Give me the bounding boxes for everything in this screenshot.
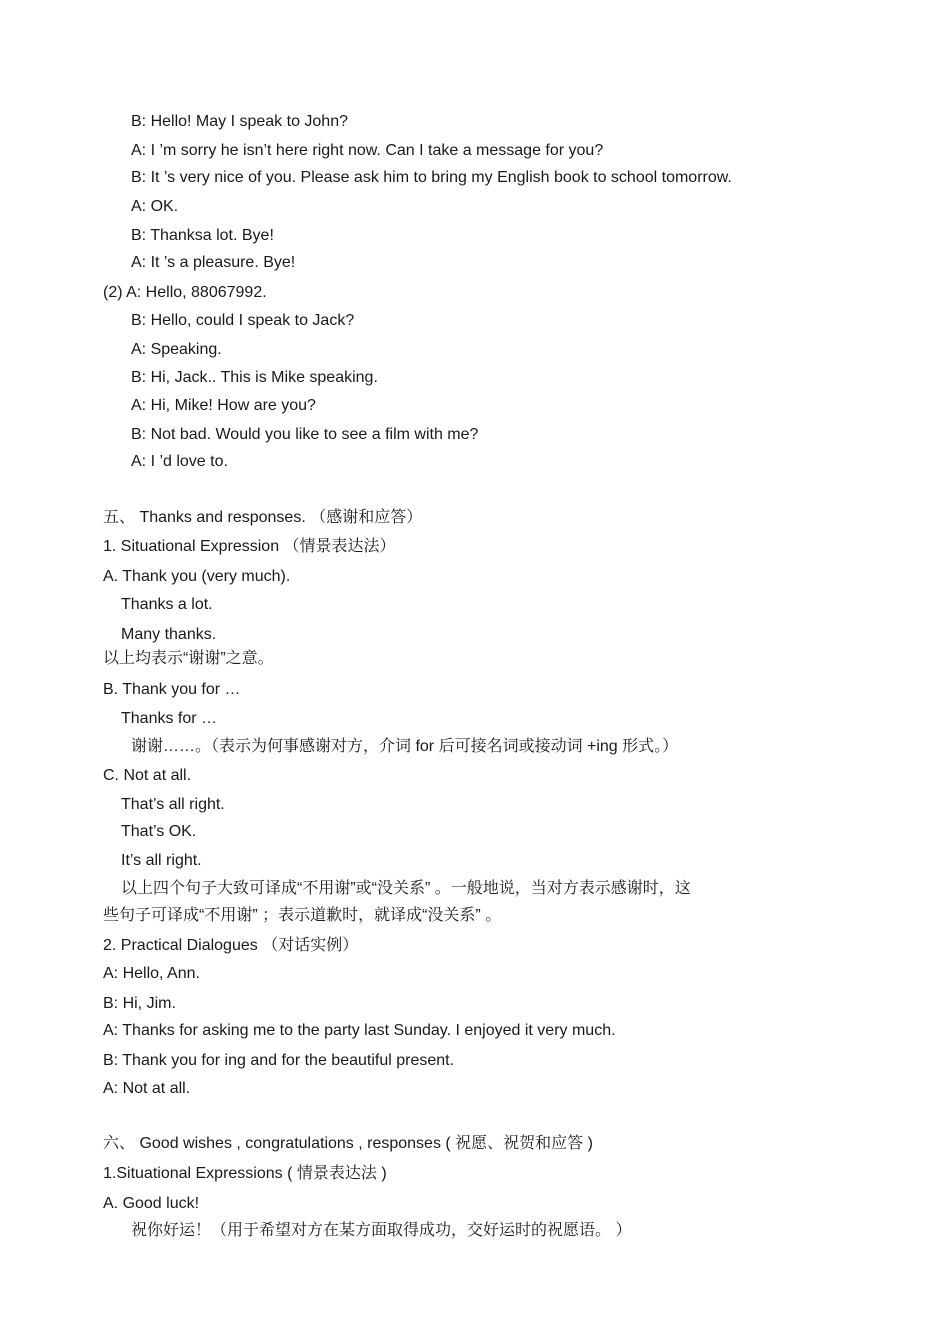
expression-line: Thanks a lot.	[121, 596, 213, 613]
dialogue-line: B: It ’s very nice of you. Please ask him to bring my English book to school tomorrow.	[131, 169, 732, 186]
dialogue-line: B: Thank you for ing and for the beautiful present.	[103, 1052, 455, 1069]
subsection-heading: 1.Situational Expressions ( 情景表达法 )	[103, 1165, 387, 1182]
expression-line: That’s OK.	[121, 823, 197, 840]
dialogue-line: B: Hello! May I speak to John?	[131, 113, 348, 130]
dialogue-line: A: Hi, Mike! How are you?	[131, 397, 316, 414]
dialogue-line: B: Hello, could I speak to Jack?	[131, 312, 355, 329]
dialogue-heading: (2) A: Hello, 88067992.	[103, 284, 267, 301]
note-line: 祝你好运！（用于希望对方在某方面取得成功，交好运时的祝愿语。 ）	[131, 1222, 632, 1239]
dialogue-line: B: Hi, Jack.. This is Mike speaking.	[131, 369, 378, 386]
subsection-heading: 1. Situational Expression （情景表达法）	[103, 538, 396, 555]
section-heading: 六、 Good wishes , congratulations , responses ( 祝愿、祝贺和应答 )	[103, 1135, 593, 1152]
dialogue-line: A: Not at all.	[103, 1080, 191, 1097]
expression-line: B. Thank you for …	[103, 681, 241, 698]
dialogue-line: B: Hi, Jim.	[103, 995, 176, 1012]
expression-line: That’s all right.	[121, 796, 225, 813]
dialogue-line: A: I ’d love to.	[131, 453, 228, 470]
expression-line: Thanks for …	[121, 710, 218, 727]
section-heading: 五、 Thanks and responses. （感谢和应答）	[103, 509, 423, 526]
dialogue-line: A: Hello, Ann.	[103, 965, 200, 982]
note-line: 谢谢……。（表示为何事感谢对方，介词 for 后可接名词或接动词 +ing 形式。）	[131, 738, 679, 755]
dialogue-line: A: I ’m sorry he isn’t here right now. Can I take a message for you?	[131, 142, 604, 159]
dialogue-line: B: Not bad. Would you like to see a film with me?	[131, 426, 479, 443]
subsection-heading: 2. Practical Dialogues （对话实例）	[103, 937, 359, 954]
dialogue-line: A: Speaking.	[131, 341, 222, 358]
note-line: 以上均表示“谢谢”之意。	[103, 650, 274, 667]
dialogue-line: A: It ’s a pleasure. Bye!	[131, 254, 296, 271]
note-line: 些句子可译成“不用谢” ；表示道歉时，就译成“没关系” 。	[103, 907, 502, 924]
dialogue-line: A: OK.	[131, 198, 179, 215]
expression-line: A. Good luck!	[103, 1195, 200, 1212]
expression-line: Many thanks.	[121, 626, 217, 643]
dialogue-line: A: Thanks for asking me to the party last Sunday. I enjoyed it very much.	[103, 1022, 616, 1039]
note-line: 以上四个句子大致可译成“不用谢”或“没关系” 。一般地说，当对方表示感谢时，这	[121, 880, 691, 897]
dialogue-line: B: Thanksa lot. Bye!	[131, 227, 274, 244]
expression-line: C. Not at all.	[103, 767, 192, 784]
expression-line: It’s all right.	[121, 852, 202, 869]
expression-line: A. Thank you (very much).	[103, 568, 291, 585]
